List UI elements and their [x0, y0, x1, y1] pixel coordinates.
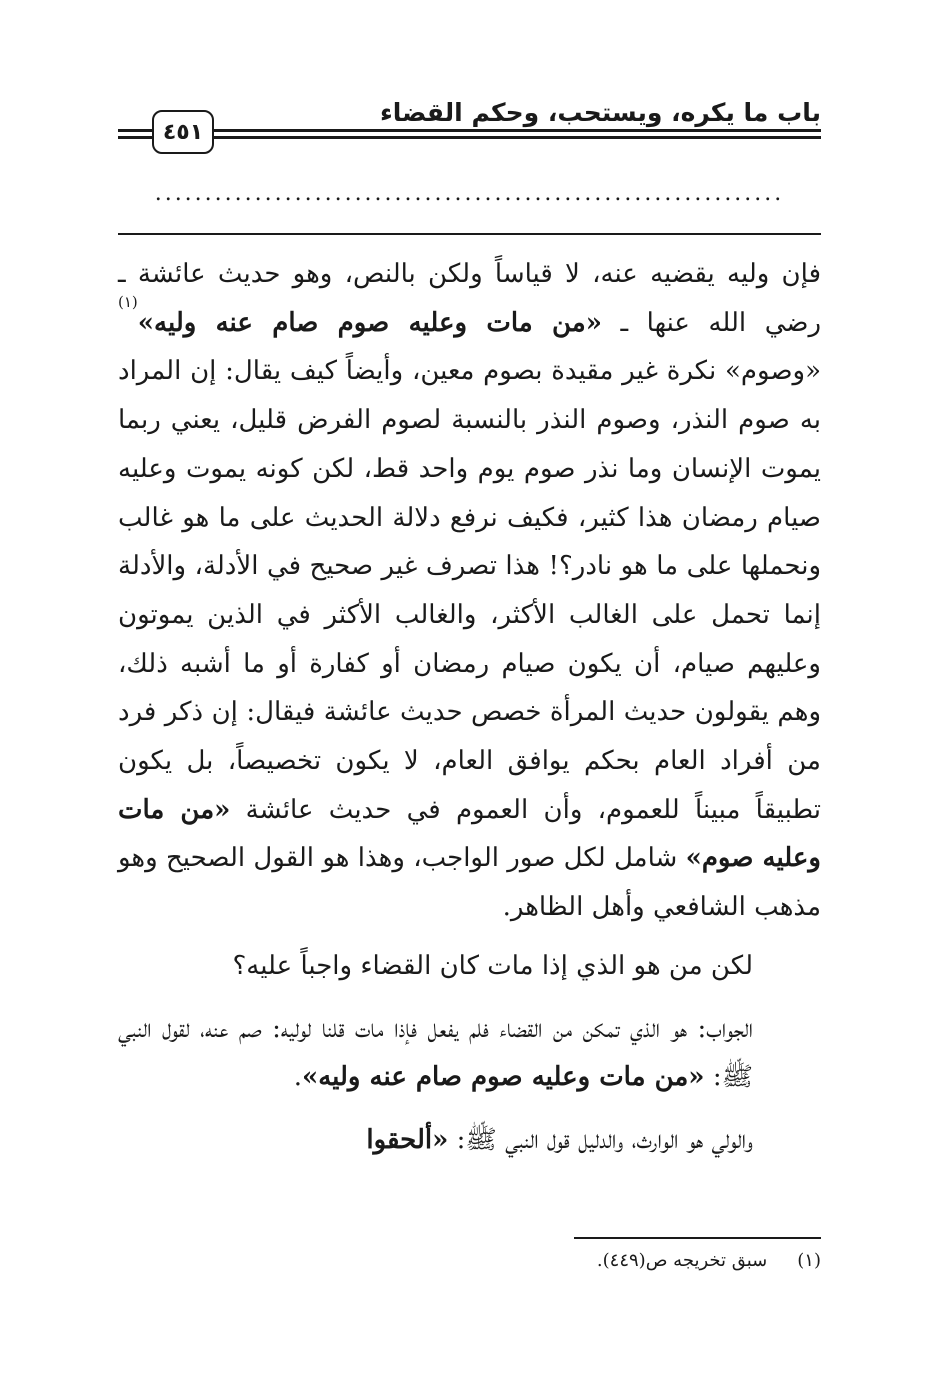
hadith-quote-4: «ألحقوا: [366, 1124, 449, 1155]
main-text: [118, 250, 821, 1165]
paragraph-1-part-c: شامل لكل صور الواجب، وهذا هو القول الصحيح وهو مذهب الشافعي وأهل الظاهر.: [118, 843, 821, 923]
running-header-title: باب ما يكره، ويستحب، وحكم القضاء: [379, 98, 821, 127]
paragraph-1-part-b: «وصوم» نكرة غير مقيدة بصوم معين، وأيضاً كيف يقال: إن المراد به صوم النذر، وصوم النذر بالنسبة لصوم الفرض قليل، يعني ربما يموت الإنسان وما نذر صوم يوم واحد قط، لكن كونه يموت وعليه صيام رمضان هذا كثير، فكيف نرفع دلالة الحديث على ما هو غالب ونحملها على ما هو نادر؟! هذا تصرف غير صحيح في الأدلة، والأدلة إنما تحمل على الغالب الأكثر، والغالب الأكثر في الذين يموتون وعليهم صيام، أن يكون صيام رمضان أو كفارة أو ما أشبه ذلك، وهم يقولون حديث المرأة خصص حديث عائشة فيقال: إن ذكر فرد من أفراد العام بحكم يوافق العام، لا يكون تخصيصاً، بل يكون تطبيقاً مبيناً للعموم، وأن العموم في حديث عائشة: [118, 356, 821, 825]
page-number: ٤٥١: [162, 119, 204, 145]
paragraph-3-text: الجواب: هو الذي تمكن من القضاء فلم يفعل فإذا مات قلنا لوليه: صم عنه، لقول النبي ﷺ:: [118, 1013, 753, 1093]
hadith-quote-2: «من مات وعليه صوم»: [118, 794, 821, 874]
hadith-quote-1: «من مات وعليه صوم صام عنه وليه»: [137, 307, 602, 338]
page-number-box: [152, 110, 214, 154]
footnote-number: (١): [797, 1250, 821, 1271]
paragraph-1-part-a: فإن وليه يقضيه عنه، لا قياساً ولكن بالنص، وهو حديث عائشة ـ رضي الله عنها ـ: [118, 259, 821, 338]
header-rule-bottom: [118, 136, 821, 139]
paragraph-3: [118, 1005, 821, 1102]
section-rule: [118, 233, 821, 235]
paragraph-4: [118, 1116, 821, 1165]
paragraph-1: [118, 250, 821, 932]
hadith-quote-3: «من مات وعليه صوم صام عنه وليه»: [301, 1062, 705, 1093]
ellipsis-separator: ...............................................................: [154, 182, 785, 206]
header-rule-top: [118, 129, 821, 132]
footnote-rule: [574, 1237, 821, 1239]
paragraph-4-text: والولي هو الوارث، والدليل قول النبي ﷺ:: [448, 1124, 753, 1155]
footnote-ref-1: (١): [118, 292, 138, 311]
paragraph-2: لكن من هو الذي إذا مات كان القضاء واجباً عليه؟: [232, 950, 753, 981]
paragraph-3-end: .: [293, 1062, 302, 1093]
footnote-text: سبق تخريجه ص(٤٤٩).: [596, 1250, 768, 1271]
footnote: [597, 1250, 821, 1271]
